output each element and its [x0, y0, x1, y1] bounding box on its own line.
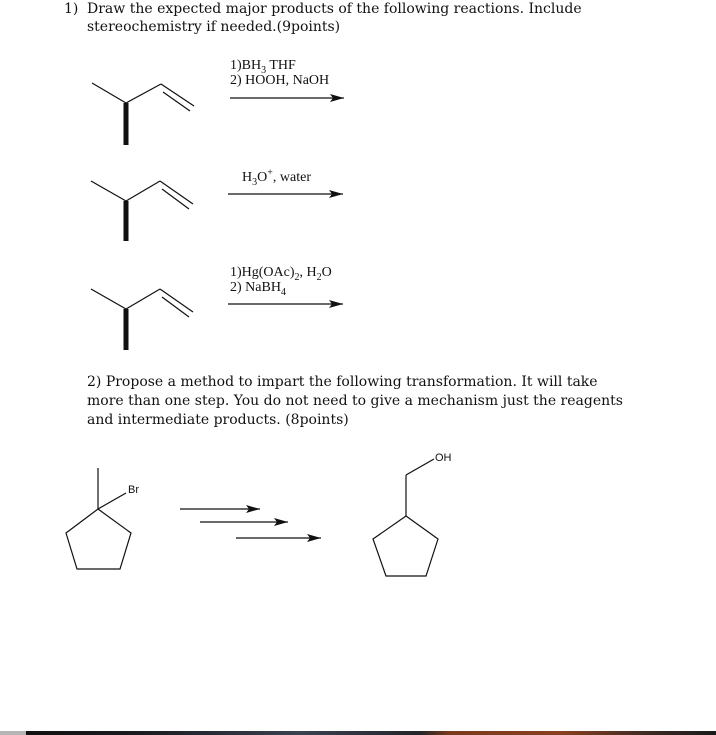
question-2-line-2: more than one step. You do not need to give a mechanism just the reagents [87, 393, 623, 409]
reagent-text: H [242, 170, 253, 185]
molecule-cyclopentylmethanol [373, 459, 438, 576]
reagent-text: 1)Hg(OAc) [230, 265, 295, 280]
molecule-3-methyl-1-butene-2 [91, 181, 193, 241]
reagent-text: O [321, 265, 332, 280]
question-2-line-3: and intermediate products. (8points) [87, 412, 349, 428]
reagent-text: THF [266, 58, 296, 73]
reagent-subscript: 3 [261, 64, 267, 76]
reagent-subscript: 3 [252, 176, 258, 188]
reaction-1-reagent-line-2: 2) HOOH, NaOH [230, 73, 330, 88]
reagent-text: 2) NaBH [230, 280, 281, 295]
wedge-bond [124, 103, 129, 145]
hydroxyl-label: OH [435, 452, 452, 464]
question-1-text-line-2: stereochemistry if needed.(9points) [87, 19, 341, 35]
reagent-subscript: 2 [316, 271, 322, 283]
question-1-number: 1) [64, 1, 79, 17]
molecule-3-methyl-1-butene-1 [92, 83, 194, 145]
reagent-text: , H [299, 265, 317, 280]
reagent-text: , water [272, 170, 311, 185]
wedge-bond [124, 201, 129, 241]
reagent-text: O [257, 170, 268, 185]
molecule-3-methyl-1-butene-3 [91, 289, 193, 350]
reagent-subscript: 2 [294, 271, 300, 283]
reagent-subscript: 4 [280, 286, 286, 298]
question-2-line-1: 2) Propose a method to impart the following transformation. It will take [87, 374, 598, 390]
desktop-taskbar-strip [0, 731, 716, 735]
molecule-1-bromo-1-methylcyclopentane [66, 468, 131, 569]
reagent-superscript: + [267, 167, 273, 179]
question-1-text-line-1: Draw the expected major products of the following reactions. Include [87, 1, 582, 17]
wedge-bond [124, 309, 129, 350]
bromine-label: Br [128, 484, 139, 496]
reagent-text: 1)BH [230, 58, 262, 73]
